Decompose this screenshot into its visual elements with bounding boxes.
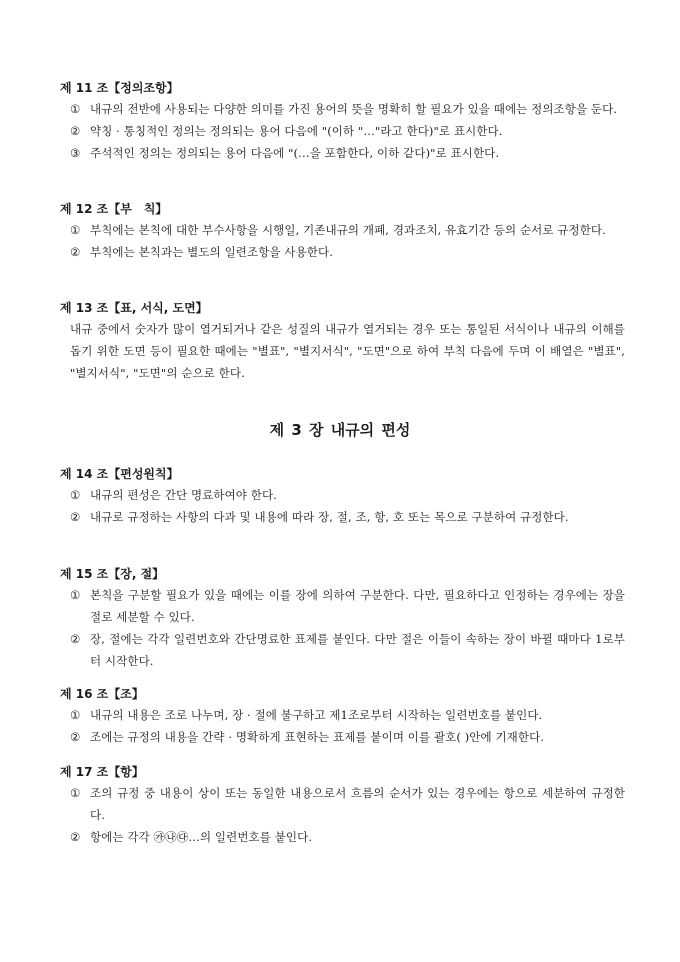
article-16 [60,686,625,748]
clause [60,484,625,506]
clause-text: 항에는 각각 ㉮㉯㉰…의 일련번호를 붙인다. [90,830,313,844]
article-15 [60,566,625,672]
clause-text: 약칭 · 통칭적인 정의는 정의되는 용어 다음에 "(이하 "…"라고 한다)"로 표시한다. [90,124,503,138]
article-title: 제 11 조【정의조항】 [60,81,179,95]
clause [60,826,625,848]
clause-number: ① [70,102,81,116]
article-title: 제 17 조【항】 [60,765,144,779]
clause [60,241,625,263]
clause-number: ② [70,510,81,524]
clause-text: 장, 절에는 각각 일련번호와 간단명료한 표제를 붙인다. 다만 절은 이들이 속하는 장이 바뀔 때마다 1로부터 시작한다. [90,632,625,668]
clause-text: 주석적인 정의는 정의되는 용어 다음에 "(…을 포함한다, 이하 같다)"로 표시한다. [90,146,500,160]
clause-number: ② [70,632,81,646]
clause [60,120,625,142]
clause-text: 부칙에는 본칙에 대한 부수사항을 시행일, 기존내규의 개폐, 경과조치, 유효기간 등의 순서로 규정한다. [90,223,606,237]
article-title: 제 15 조【장, 절】 [60,567,165,581]
clause-number: ① [70,488,81,502]
clause-text: 조의 규정 중 내용이 상이 또는 동일한 내용으로서 흐름의 순서가 있는 경우에는 항으로 세분하여 규정한다. [90,786,625,822]
clause-number: ② [70,245,81,259]
clause [60,142,625,164]
article-title: 제 13 조【표, 서식, 도면】 [60,301,208,315]
clause [60,584,625,628]
article-17 [60,764,625,848]
clause-text: 내규로 규정하는 사항의 다과 및 내용에 따라 장, 절, 조, 항, 호 또는 목으로 구분하여 규정한다. [90,510,569,524]
article-title: 제 12 조【부 칙】 [60,202,168,216]
clause-number: ② [70,830,81,844]
clause [60,219,625,241]
chapter-title: 제 3 장 내규의 편성 [269,421,411,439]
article-paragraph: 내규 중에서 숫자가 많이 열거되거나 같은 성질의 내규가 열거되는 경우 또는 통일된 서식이나 내규의 이해를 돕기 위한 도면 등이 필요한 때에는 "별표", "별지서식", "도면"으로 하여 부칙 다음에 두며 이 배열은 "별표", "별지서식", "도면"의 순으로 한다. [70,322,625,380]
clause [60,506,625,528]
clause-number: ① [70,786,81,800]
article-13 [60,300,625,384]
clause [60,726,625,748]
clause-text: 조에는 규정의 내용을 간략 · 명확하게 표현하는 표제를 붙이며 이를 괄호( )안에 기재한다. [90,730,545,744]
clause-number: ① [70,223,81,237]
clause-text: 내규의 내용은 조로 나누며, 장 · 절에 불구하고 제1조로부터 시작하는 일련번호를 붙인다. [90,708,543,722]
clause-text: 본칙을 구분할 필요가 있을 때에는 이를 장에 의하여 구분한다. 다만, 필요하다고 인정하는 경우에는 장을 절로 세분할 수 있다. [90,588,625,624]
clause-text: 부칙에는 본칙과는 별도의 일련조항을 사용한다. [90,245,333,259]
article-11 [60,80,625,164]
clause [60,782,625,826]
article-12 [60,201,625,263]
clause-number: ① [70,708,81,722]
clause-number: ② [70,730,81,744]
clause [60,98,625,120]
article-14 [60,466,625,528]
clause-number: ① [70,588,81,602]
clause-text: 내규의 전반에 사용되는 다양한 의미를 가진 용어의 뜻을 명확히 할 필요가 있을 때에는 정의조항을 둔다. [90,102,618,116]
clause [60,704,625,726]
article-title: 제 16 조【조】 [60,687,144,701]
article-title: 제 14 조【편성원칙】 [60,467,179,481]
clause-number: ② [70,124,81,138]
clause-number: ③ [70,146,81,160]
clause [60,628,625,672]
clause-text: 내규의 편성은 간단 명료하여야 한다. [90,488,277,502]
